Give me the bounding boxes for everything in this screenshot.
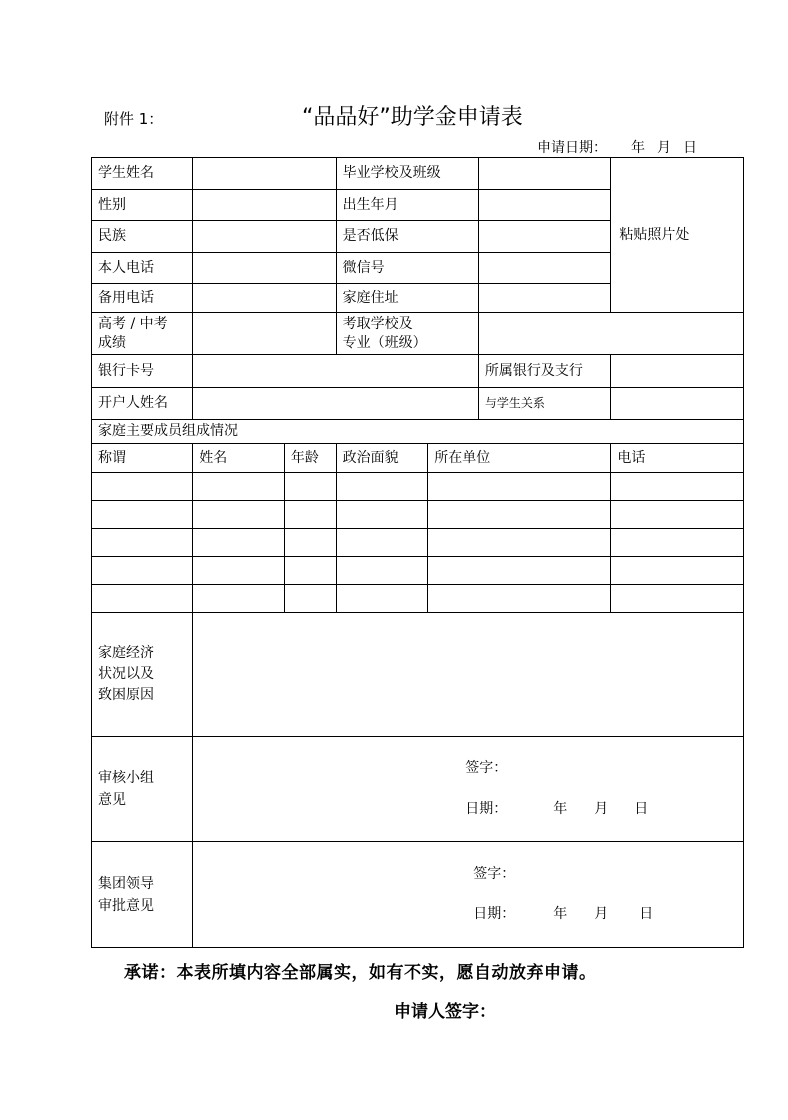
family-cell[interactable] (611, 557, 744, 585)
exam-score-label-line2: 成绩 (98, 334, 126, 351)
review-label-line1: 审核小组 (98, 770, 154, 786)
approval-field[interactable] (193, 842, 744, 948)
approval-date-month: 月 (594, 906, 609, 922)
family-cell[interactable] (336, 557, 428, 585)
birth-field[interactable] (478, 190, 611, 221)
family-col-age: 年龄 (284, 444, 336, 473)
family-cell[interactable] (611, 501, 744, 529)
family-col-name: 姓名 (193, 444, 285, 473)
wechat-field[interactable] (478, 253, 611, 284)
admitted-label-line1: 考取学校及 (342, 315, 413, 332)
exam-score-label-line1: 高考 / 中考 (98, 315, 168, 332)
family-row (92, 557, 744, 585)
address-field[interactable] (478, 284, 611, 313)
bank-card-field[interactable] (193, 355, 479, 388)
review-field[interactable] (193, 737, 744, 842)
family-row (92, 501, 744, 529)
family-cell[interactable] (193, 585, 285, 613)
family-col-politics: 政治面貌 (336, 444, 428, 473)
bank-branch-field[interactable] (611, 355, 744, 388)
account-holder-label: 开户人姓名 (92, 388, 193, 420)
family-cell[interactable] (336, 585, 428, 613)
family-cell[interactable] (428, 473, 611, 501)
family-col-phone: 电话 (611, 444, 744, 473)
family-col-title: 称谓 (92, 444, 193, 473)
family-cell[interactable] (92, 501, 193, 529)
family-cell[interactable] (92, 473, 193, 501)
attachment-label: 附件 1： (104, 110, 164, 128)
family-cell[interactable] (428, 585, 611, 613)
economic-label (92, 613, 193, 737)
review-sign: 签字： (465, 760, 508, 776)
admitted-label-line2: 专业（班级） (342, 334, 427, 351)
photo-area[interactable] (611, 158, 744, 313)
ethnicity-field[interactable] (193, 221, 336, 253)
approval-sign: 签字： (473, 866, 516, 882)
family-cell[interactable] (428, 529, 611, 557)
review-date-day: 日 (634, 801, 649, 817)
promise-statement: 承诺：本表所填内容全部属实，如有不实，愿自动放弃申请。 (124, 963, 597, 983)
wechat-label: 微信号 (336, 253, 478, 284)
bank-branch-label: 所属银行及支行 (478, 355, 611, 388)
low-income-label: 是否低保 (336, 221, 478, 253)
gender-field[interactable] (193, 190, 336, 221)
family-row (92, 585, 744, 613)
family-cell[interactable] (611, 585, 744, 613)
photo-label: 粘贴照片处 (619, 226, 690, 243)
family-cell[interactable] (336, 529, 428, 557)
backup-phone-label: 备用电话 (92, 284, 193, 313)
family-cell[interactable] (193, 529, 285, 557)
family-cell[interactable] (336, 473, 428, 501)
review-label (92, 737, 193, 842)
bank-card-label: 银行卡号 (92, 355, 193, 388)
page-title: “品品好”助学金申请表 (302, 105, 523, 130)
approval-label (92, 842, 193, 948)
approval-label-line1: 集团领导 (98, 875, 154, 892)
exam-score-label (92, 313, 193, 355)
apply-date-day: 日 (683, 140, 697, 156)
exam-score-field[interactable] (193, 313, 336, 355)
name-field[interactable] (193, 158, 336, 190)
family-cell[interactable] (284, 557, 336, 585)
ethnicity-label: 民族 (92, 221, 193, 253)
economic-label-line3: 致困原因 (98, 687, 154, 703)
application-form (91, 157, 744, 948)
gender-label: 性别 (92, 190, 193, 221)
address-label: 家庭住址 (336, 284, 478, 313)
approval-label-line2: 审批意见 (98, 897, 154, 914)
review-label-line2: 意见 (98, 792, 126, 808)
family-cell[interactable] (284, 473, 336, 501)
economic-label-line1: 家庭经济 (98, 645, 154, 661)
admitted-label (336, 313, 478, 355)
family-cell[interactable] (611, 473, 744, 501)
account-holder-field[interactable] (193, 388, 479, 420)
approval-date-label: 日期： (473, 906, 516, 922)
review-date-month: 月 (594, 801, 609, 817)
family-cell[interactable] (428, 557, 611, 585)
economic-label-line2: 状况以及 (98, 666, 154, 682)
school-class-label: 毕业学校及班级 (336, 158, 478, 190)
low-income-field[interactable] (478, 221, 611, 253)
family-cell[interactable] (336, 501, 428, 529)
relation-field[interactable] (611, 388, 744, 420)
review-date (465, 800, 648, 819)
family-cell[interactable] (611, 529, 744, 557)
school-class-field[interactable] (478, 158, 611, 190)
family-cell[interactable] (428, 501, 611, 529)
family-row (92, 473, 744, 501)
family-section-title: 家庭主要成员组成情况 (92, 420, 744, 444)
apply-date-month: 月 (657, 140, 671, 156)
family-cell[interactable] (92, 585, 193, 613)
review-date-year: 年 (553, 801, 568, 817)
family-cell[interactable] (193, 557, 285, 585)
phone-field[interactable] (193, 253, 336, 284)
family-cell[interactable] (193, 473, 285, 501)
approval-date-day: 日 (639, 906, 654, 922)
family-cell[interactable] (284, 585, 336, 613)
family-cell[interactable] (284, 501, 336, 529)
admitted-field[interactable] (478, 313, 743, 355)
economic-field[interactable] (193, 613, 744, 737)
family-row (92, 529, 744, 557)
apply-date-year: 年 (631, 140, 645, 156)
backup-phone-field[interactable] (193, 284, 336, 313)
family-cell[interactable] (193, 501, 285, 529)
approval-date (473, 905, 653, 924)
applicant-signature-label: 申请人签字： (394, 1002, 496, 1022)
name-label: 学生姓名 (92, 158, 193, 190)
relation-label: 与学生关系 (478, 388, 611, 420)
family-cell[interactable] (92, 529, 193, 557)
birth-label: 出生年月 (336, 190, 478, 221)
apply-date (537, 137, 709, 157)
phone-label: 本人电话 (92, 253, 193, 284)
family-col-employer: 所在单位 (428, 444, 611, 473)
family-cell[interactable] (92, 557, 193, 585)
approval-date-year: 年 (553, 906, 568, 922)
review-date-label: 日期： (465, 801, 508, 817)
apply-date-label: 申请日期： (537, 140, 607, 156)
family-cell[interactable] (284, 529, 336, 557)
